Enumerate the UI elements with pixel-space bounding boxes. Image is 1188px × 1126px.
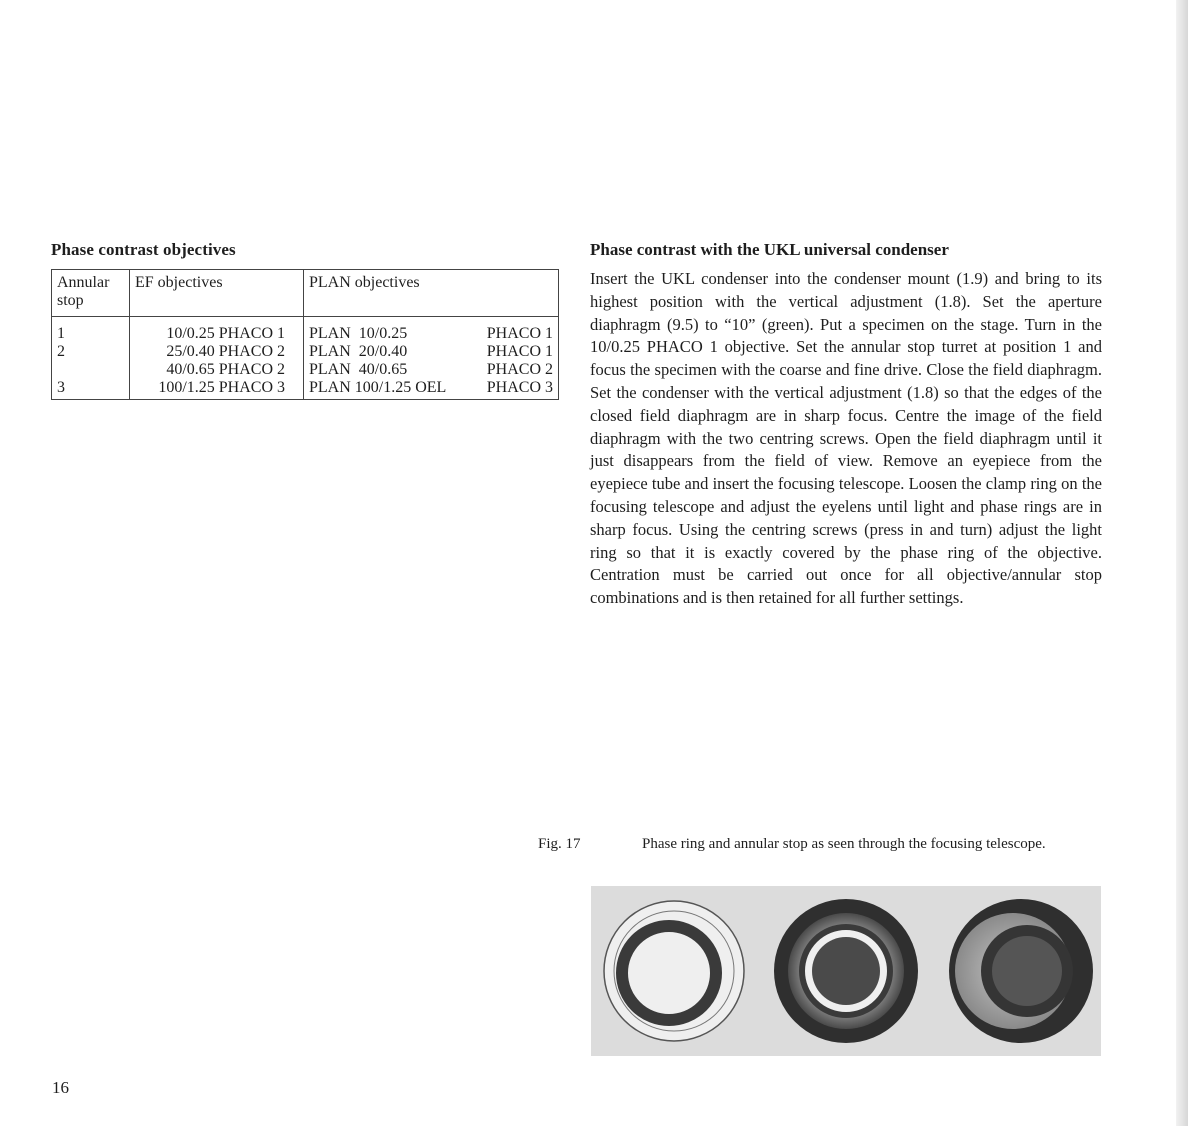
header-annular-stop: Annular stop <box>52 270 130 317</box>
section-title-ukl-condenser: Phase contrast with the UKL universal condenser <box>590 240 949 259</box>
ring-diagram-centred <box>949 899 1093 1043</box>
cell-ef-objective: 10/0.25 PHACO 1 <box>130 317 304 344</box>
figure-caption-text: Phase ring and annular stop as seen through the focusing telescope. <box>642 836 1046 852</box>
plan-phaco-ring: PHACO 2 <box>486 361 553 378</box>
plan-objective-name: PLAN 10/0.25 <box>309 325 408 342</box>
cell-annular-stop <box>52 361 130 379</box>
table-row <box>52 379 559 400</box>
cell-plan-objective <box>304 317 559 344</box>
book-spine-shadow <box>1176 0 1188 1126</box>
figure-number: Fig. 17 <box>538 836 581 852</box>
plan-phaco-ring: PHACO 1 <box>486 325 553 342</box>
instructions-paragraph: Insert the UKL condenser into the condenser mount (1.9) and bring to its highest position with the vertical adjustment (1.8). Set the aperture diaphragm (9.5) to “10” (green). Put a specimen on the stage. Turn in the 10/0.25 PHACO 1 objective. Set the annular stop turret at position 1 and focus the specimen with the coarse and fine drive. Close the field diaphragm. Set the condenser with the vertical adjustment (1.8) so that the edges of the closed field diaphragm are in sharp focus. Centre the image of the field diaphragm with the two centring screws. Open the field diaphragm until it just disappears from the field of view. Remove an eyepiece from the eyepiece tube and insert the focusing telescope. Loosen the clamp ring on the focusing telescope and adjust the eyelens until light and phase rings are in sharp focus. Using the centring screws (press in and turn) adjust the light ring so that it is exactly covered by the phase ring of the objective. Centration must be carried out once for all objective/annular stop combinations and is then retained for all further settings. <box>590 269 1102 608</box>
cell-plan-objective <box>304 343 559 361</box>
cell-annular-stop: 2 <box>52 343 130 361</box>
table-row <box>52 361 559 379</box>
cell-annular-stop: 3 <box>52 379 130 400</box>
table-header-row <box>52 270 559 317</box>
plan-objective-name: PLAN 40/0.65 <box>309 361 408 378</box>
header-plan-objectives: PLAN objectives <box>304 270 559 317</box>
cell-annular-stop: 1 <box>52 317 130 344</box>
cell-ef-objective: 25/0.40 PHACO 2 <box>130 343 304 361</box>
table-row <box>52 317 559 344</box>
plan-phaco-ring: PHACO 1 <box>486 343 553 360</box>
page-number: 16 <box>52 1078 69 1097</box>
cell-ef-objective: 40/0.65 PHACO 2 <box>130 361 304 379</box>
table-row <box>52 343 559 361</box>
phase-contrast-objectives-table <box>51 269 559 400</box>
header-ef-objectives: EF objectives <box>130 270 304 317</box>
phase-ring-figure <box>591 886 1101 1056</box>
section-title-phase-contrast-objectives: Phase contrast objectives <box>51 240 236 259</box>
plan-phaco-ring: PHACO 3 <box>486 379 553 396</box>
figure-caption <box>538 835 1080 854</box>
phase-ring-illustration <box>591 886 1101 1056</box>
cell-plan-objective <box>304 361 559 379</box>
plan-objective-name: PLAN 100/1.25 OEL <box>309 379 447 396</box>
ring-diagram-partially-aligned <box>774 899 918 1043</box>
ring-diagram-misaligned <box>604 901 744 1041</box>
cell-plan-objective <box>304 379 559 400</box>
cell-ef-objective: 100/1.25 PHACO 3 <box>130 379 304 400</box>
plan-objective-name: PLAN 20/0.40 <box>309 343 408 360</box>
